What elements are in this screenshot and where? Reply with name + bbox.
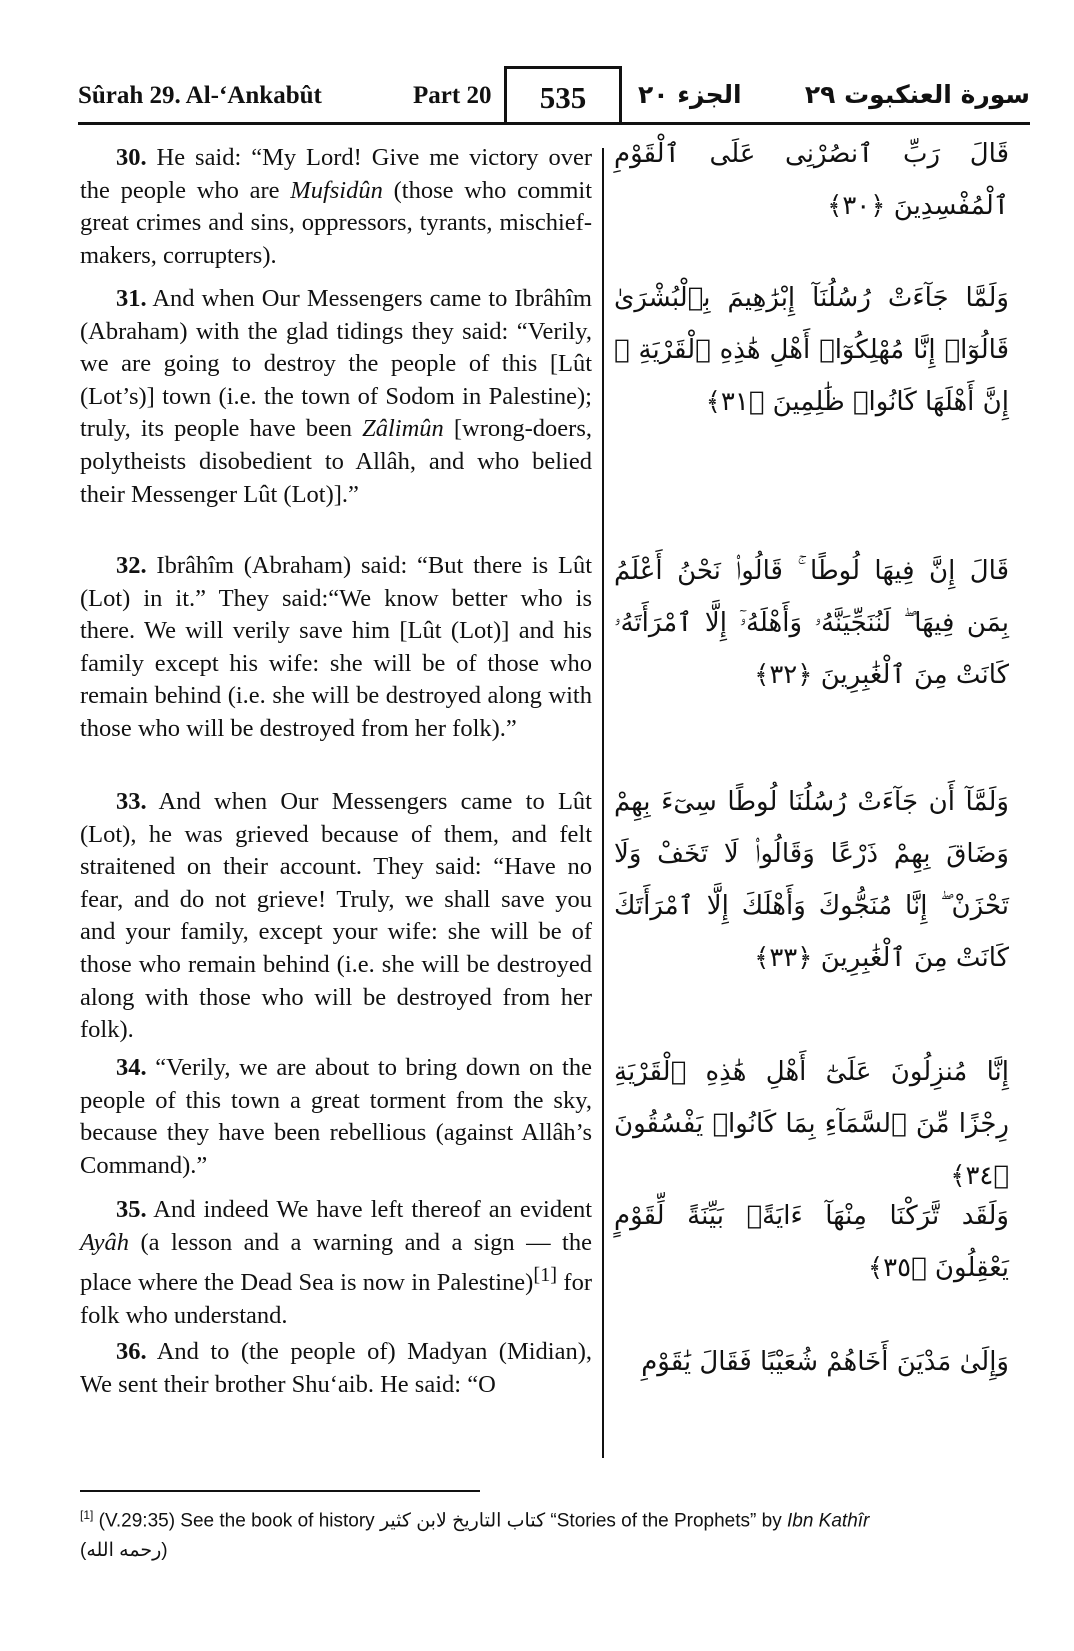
verse-36-arabic: وَإِلَىٰ مَدْيَنَ أَخَاهُمْ شُعَيْبًا فَقَالَ يَٰقَوْمِ <box>641 1347 1009 1377</box>
verse-31-translation <box>80 283 592 511</box>
verse-text: Ibrâhîm (Abraham) said: “But there is Lût (Lot) in it.” They said:“We know better who is there. We will verily save him [Lût (Lot)] and his family except his wife: she will be of those who remain behind (i.e. she will be destroyed along with those who will be destroyed from her folk).” <box>80 552 592 742</box>
verse-number: 35. <box>116 1196 147 1223</box>
surah-title-arabic: سورة العنكبوت ٢٩ <box>804 80 1030 109</box>
footnote-arabic-title: كتاب التاريخ لابن كثير <box>379 1510 546 1532</box>
verse-30-translation <box>80 142 592 272</box>
part-label-arabic: الجزء ٢٠ <box>638 80 742 109</box>
verse-35-translation <box>80 1194 592 1333</box>
verse-text: for folk who understand. <box>80 1269 592 1329</box>
surah-title-english: Sûrah 29. Al-‘Ankabût <box>78 82 322 109</box>
page-header <box>78 60 1030 124</box>
footnote-rule <box>80 1490 480 1492</box>
footnote-text: (V.29:35) See the book of history <box>93 1510 380 1532</box>
verse-text: [wrong-doers, polytheists disobedient to Allâh, and who belied their Messenger Lût (Lot)].” <box>80 415 592 508</box>
part-label-english: Part 20 <box>413 82 492 109</box>
footnote-arabic-blessing: (رحمه الله) <box>80 1540 168 1562</box>
verse-number: 32. <box>116 552 147 579</box>
verse-number: 33. <box>116 788 147 815</box>
column-divider <box>602 148 604 1458</box>
verse-italic-term: Zâlimûn <box>362 415 444 443</box>
verse-italic-term: Mufsidûn <box>290 176 383 204</box>
verse-number: 30. <box>116 144 147 171</box>
verse-text: He said: “My Lord! Give me victory over the people who are <box>80 144 592 204</box>
verse-text: And when Our Messengers came to Ibrâhîm (Abraham) with the glad tidings they said: “Verily, we are going to destroy the people of this [Lût (Lot’s)] town (i.e. the town of Sodom in Palestine); truly, its people have been <box>80 285 592 443</box>
footnote-marker: [1] <box>80 1508 94 1522</box>
verse-36-translation <box>80 1336 592 1401</box>
verse-30-arabic: قَالَ رَبِّ ٱنصُرْنِى عَلَى ٱلْقَوْمِ ٱلْمُفْسِدِينَ ﴿٣٠﴾ <box>614 139 1009 221</box>
footnote-author: Ibn Kathîr <box>786 1510 870 1532</box>
footnote-text: “Stories of the Prophets” by <box>545 1510 787 1532</box>
page-number: 535 <box>504 66 622 125</box>
verse-33-translation <box>80 786 592 1047</box>
verse-text: (those who commit great crimes and sins, oppressors, tyrants, mischief-makers, corrupters). <box>80 176 592 269</box>
verse-text: “Verily, we are about to bring down on the people of this town a great torment from the sky, because they have been rebellious (against Allâh’s Command).” <box>80 1054 592 1179</box>
verse-34-arabic: إِنَّا مُنزِلُونَ عَلَىٰٓ أَهْلِ هَٰذِهِ ٱلْقَرْيَةِ رِجْزًا مِّنَ ٱلسَّمَآءِ بِمَا كَانُوا۟ يَفْسُقُونَ ﴿٣٤﴾ <box>614 1057 1009 1191</box>
verse-italic-term: Ayâh <box>80 1228 129 1256</box>
verse-text: And when Our Messengers came to Lût (Lot), he was grieved because of them, and felt straitened on their account. They said: “Have no fear, and do not grieve! Truly, we shall save you and your family, except your wife: she will be of those who remain behind (i.e. she will be destroyed along with those who will be destroyed from her folk). <box>80 788 592 1044</box>
footnote <box>80 1500 1020 1566</box>
verse-35-arabic: وَلَقَد تَّرَكْنَا مِنْهَآ ءَايَةًۢ بَيِّنَةً لِّقَوْمٍ يَعْقِلُونَ ﴿٣٥﴾ <box>614 1201 1009 1283</box>
verse-31-arabic: وَلَمَّا جَآءَتْ رُسُلُنَآ إِبْرَٰهِيمَ بِٱلْبُشْرَىٰ قَالُوٓا۟ إِنَّا مُهْلِكُوٓا۟ أَهْلِ هَٰذِهِ ٱلْقَرْيَةِ ۖ إِنَّ أَهْلَهَا كَانُوا۟ ظَٰلِمِينَ ﴿٣١﴾ <box>614 283 1009 417</box>
verse-text: And indeed We have left thereof an evident <box>146 1196 592 1223</box>
verse-text: And to (the people of) Madyan (Midian), We sent their brother Shu‘aib. He said: “O <box>80 1338 592 1398</box>
footnote-reference: [1] <box>533 1264 558 1287</box>
header-rule <box>78 122 1030 125</box>
verse-32-arabic: قَالَ إِنَّ فِيهَا لُوطًا ۚ قَالُوا۟ نَحْنُ أَعْلَمُ بِمَن فِيهَا ۖ لَنُنَجِّيَنَّهُۥ وَأَهْلَهُۥٓ إِلَّا ٱمْرَأَتَهُۥ كَانَتْ مِنَ ٱلْغَٰبِرِينَ ﴿٣٢﴾ <box>614 556 1009 690</box>
verse-number: 34. <box>116 1054 147 1081</box>
verse-number: 31. <box>116 285 147 312</box>
verse-34-translation <box>80 1052 592 1182</box>
verse-33-arabic: وَلَمَّآ أَن جَآءَتْ رُسُلُنَا لُوطًا سِىٓءَ بِهِمْ وَضَاقَ بِهِمْ ذَرْعًا وَقَالُوا۟ لَا تَخَفْ وَلَا تَحْزَنْ ۖ إِنَّا مُنَجُّوكَ وَأَهْلَكَ إِلَّا ٱمْرَأَتَكَ كَانَتْ مِنَ ٱلْغَٰبِرِينَ ﴿٣٣﴾ <box>614 787 1009 973</box>
verse-number: 36. <box>116 1338 147 1365</box>
verse-32-translation <box>80 550 592 746</box>
verse-text: (a lesson and a warning and a sign — the place where the Dead Sea is now in Palestine) <box>80 1228 592 1297</box>
